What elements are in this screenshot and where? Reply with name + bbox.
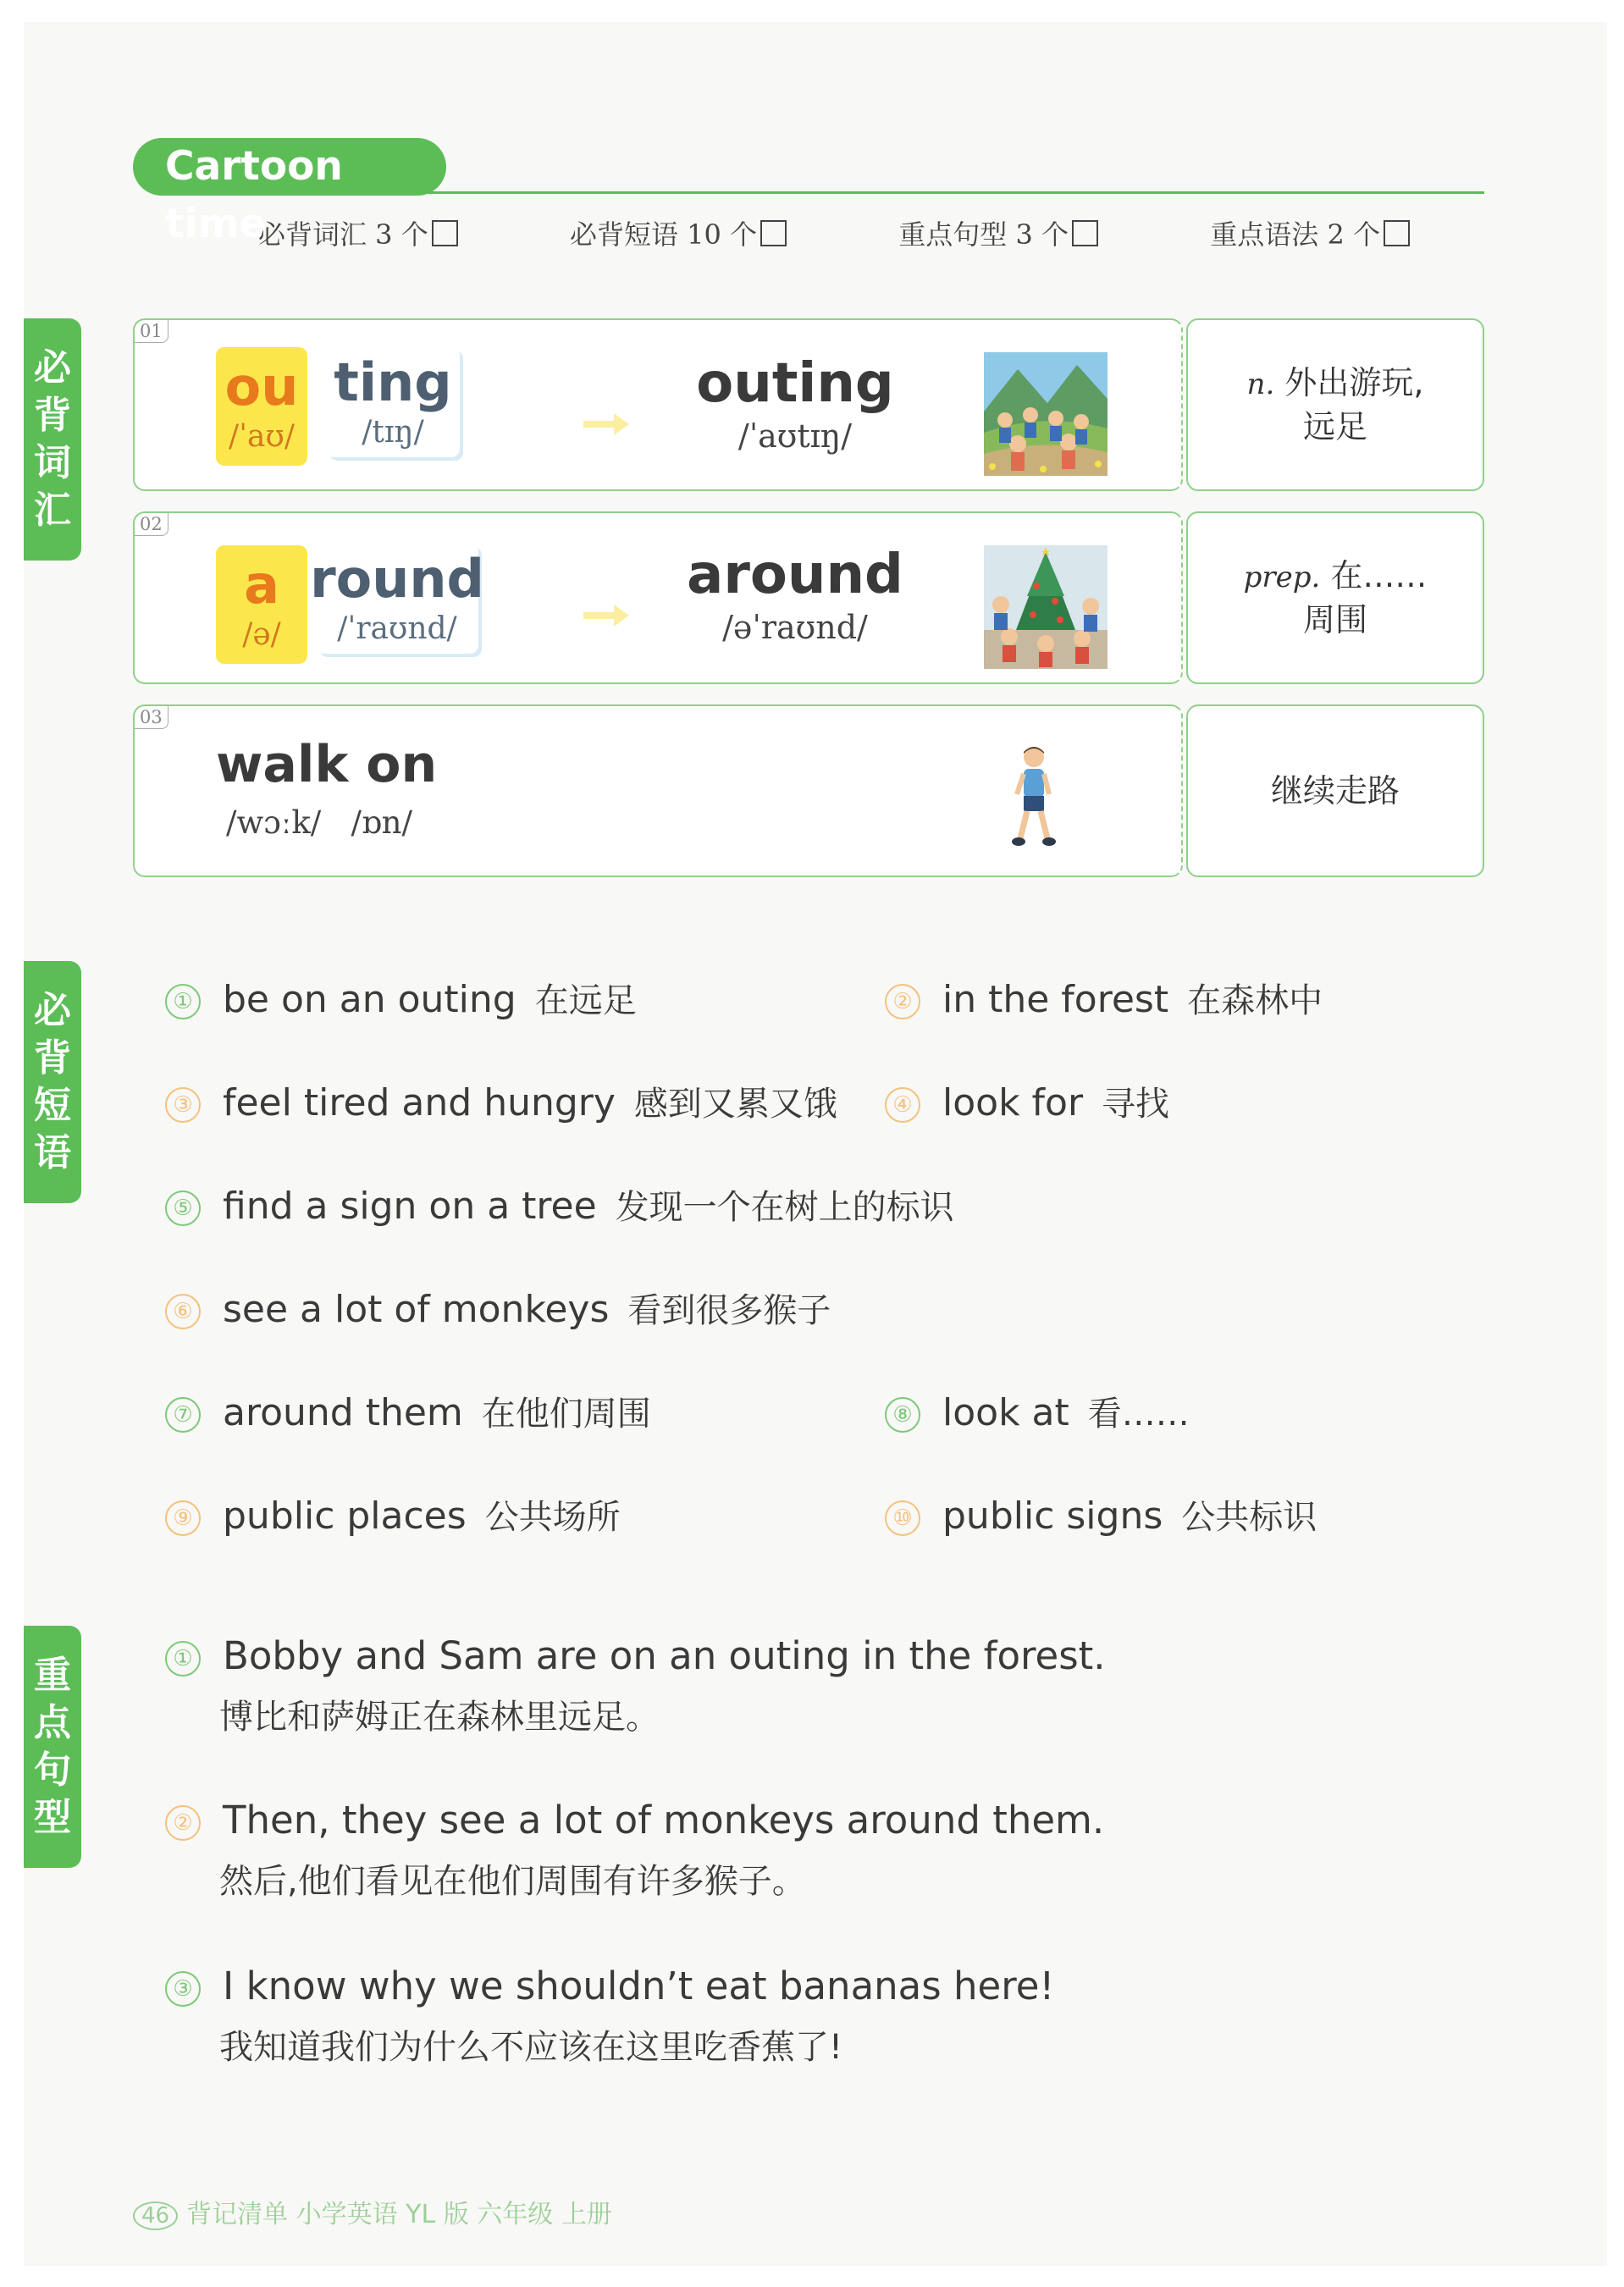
checkbox-icon[interactable]: [1072, 220, 1098, 246]
syllable-phonetic: /ə/: [242, 617, 281, 652]
sentence-cn: 博比和萨姆正在森林里远足。: [219, 1698, 660, 1737]
phrase-en: look for: [942, 1081, 1084, 1124]
checkbox-icon[interactable]: [760, 220, 787, 246]
checkbox-icon[interactable]: [432, 220, 458, 246]
number-badge: ⑥: [165, 1294, 201, 1329]
phrase-cn: 在森林中: [1187, 981, 1323, 1020]
number-badge: ⑦: [165, 1397, 201, 1433]
number-badge: ④: [885, 1087, 920, 1123]
phrase-en: around them: [223, 1391, 463, 1434]
checklist: [258, 213, 1410, 252]
syllable-block: [216, 347, 307, 466]
number-badge: ②: [165, 1805, 201, 1841]
item-number: 03: [135, 706, 168, 729]
phrase-cn: 看……: [1087, 1395, 1190, 1434]
phrase-en: be on an outing: [223, 978, 516, 1021]
syllable-block: [216, 545, 307, 664]
part-of-speech: n.: [1246, 367, 1275, 401]
checkbox-icon[interactable]: [1384, 220, 1410, 246]
number-badge: ⑩: [885, 1500, 920, 1536]
checklist-item: 必背词汇 3 个: [258, 213, 458, 252]
vocab-card-around: [133, 511, 1183, 684]
checklist-item: 必背短语 10 个: [570, 213, 787, 252]
word-phonetic: [226, 804, 412, 841]
sentence-en: Then, they see a lot of monkeys around them.: [223, 1798, 1105, 1842]
part-of-speech: prep.: [1243, 561, 1321, 594]
meaning-text: 继续走路: [1270, 772, 1400, 809]
children-around-tree-picture: [984, 545, 1108, 669]
phrase-cn: 在他们周围: [481, 1395, 651, 1434]
header-rule: [423, 191, 1484, 194]
meaning-text: [1247, 362, 1424, 448]
meaning-card: [1186, 704, 1484, 877]
side-tab-vocabulary: [24, 318, 81, 561]
sentence-en: I know why we shouldn’t eat bananas here!: [223, 1964, 1055, 2008]
phrase-en: see a lot of monkeys: [223, 1288, 610, 1331]
phrase-en: feel tired and hungry: [223, 1081, 616, 1124]
side-tab-label: 必 背 词 汇: [34, 346, 71, 532]
phrase-en: in the forest: [942, 978, 1169, 1021]
sentence-item: [165, 1631, 1106, 1743]
phrase-cn: 感到又累又饿: [633, 1085, 837, 1124]
meaning-line: 外出游玩,: [1284, 364, 1424, 401]
syllable-text: ou: [224, 356, 299, 417]
walking-boy-picture: [1007, 743, 1061, 850]
number-badge: ②: [885, 984, 920, 1019]
syllable-text: a: [244, 554, 279, 616]
phrase-en: find a sign on a tree: [223, 1185, 597, 1228]
vocab-card-outing: [133, 318, 1183, 491]
meaning-card: [1186, 318, 1484, 491]
meaning-text: [1244, 555, 1428, 641]
phonetic-part: /wɔːk/: [226, 804, 322, 841]
checklist-item: 重点语法 2 个: [1210, 213, 1410, 252]
section-title: Cartoon time: [133, 138, 446, 196]
phrase-cn: 看到很多猴子: [627, 1291, 831, 1330]
phrase-en: public places: [223, 1494, 467, 1538]
phrase-cn: 发现一个在树上的标识: [615, 1188, 954, 1227]
phrase-item: [885, 1490, 1317, 1538]
side-tab-phrases: [24, 961, 81, 1203]
word-text: outing: [696, 352, 894, 415]
item-number: 01: [135, 320, 168, 343]
item-number: 02: [135, 513, 168, 536]
phrase-item: [165, 1077, 837, 1125]
phrase-item: [885, 974, 1323, 1022]
word-text: walk on: [216, 735, 438, 794]
number-badge: ③: [165, 1087, 201, 1123]
number-badge: ⑨: [165, 1500, 201, 1536]
number-badge: ①: [165, 1641, 201, 1677]
phrase-item: [885, 1387, 1190, 1435]
sentence-cn: 我知道我们为什么不应该在这里吃香蕉了!: [219, 2028, 843, 2067]
meaning-line: 周围: [1302, 601, 1367, 638]
side-tab-label: 重 点 句 型: [34, 1654, 71, 1839]
syllable-block: [310, 544, 484, 654]
word-phonetic: /ˈaʊtɪŋ/: [737, 417, 853, 455]
target-word: [643, 352, 947, 457]
side-tab-sentences: [24, 1626, 81, 1868]
word-text: around: [687, 544, 903, 606]
phrase-item: [885, 1077, 1169, 1125]
number-badge: ⑧: [885, 1397, 920, 1433]
phrase-item: [165, 1387, 651, 1435]
phrase-item: [165, 974, 637, 1022]
phrase-cn: 寻找: [1102, 1085, 1170, 1124]
sentence-item: [165, 1961, 1054, 2073]
sentence-en: Bobby and Sam are on an outing in the forest.: [223, 1633, 1106, 1678]
target-word: [643, 544, 947, 649]
syllable-phonetic: /ˈaʊ/: [229, 419, 295, 454]
syllable-phonetic: /tɪŋ/: [362, 415, 424, 450]
sentence-item: [165, 1795, 1104, 1907]
syllable-block: [326, 347, 460, 457]
syllable-text: round: [310, 548, 484, 610]
sentence-cn: 然后,他们看见在他们周围有许多猴子。: [219, 1862, 806, 1901]
number-badge: ①: [165, 984, 201, 1019]
arrow-right-icon: [583, 412, 629, 437]
number-badge: ⑤: [165, 1190, 201, 1226]
footer-text: 背记清单 小学英语 YL 版 六年级 上册: [186, 2200, 612, 2229]
page-number: 46: [133, 2201, 178, 2230]
phrase-cn: 公共标识: [1181, 1498, 1317, 1537]
side-tab-label: 必 背 短 语: [34, 989, 71, 1174]
syllable-text: ting: [334, 351, 452, 413]
phrase-cn: 公共场所: [484, 1498, 621, 1537]
arrow-right-icon: [583, 603, 629, 628]
phonetic-part: /ɒn/: [351, 804, 412, 841]
children-hiking-picture: [984, 352, 1108, 476]
meaning-card: [1186, 511, 1484, 684]
word-phonetic: /əˈraʊnd/: [722, 609, 868, 646]
phrase-cn: 在远足: [534, 981, 637, 1020]
syllable-phonetic: /ˈraʊnd/: [337, 611, 457, 646]
vocab-card-walk-on: [133, 704, 1183, 877]
number-badge: ③: [165, 1971, 201, 2007]
phrase-en: public signs: [942, 1494, 1163, 1538]
phrase-item: [165, 1180, 954, 1229]
page-footer: [133, 2193, 612, 2230]
meaning-line: 在……: [1330, 557, 1428, 594]
phrase-item: [165, 1490, 621, 1538]
meaning-line: 远足: [1302, 408, 1367, 445]
checklist-item: 重点句型 3 个: [898, 213, 1098, 252]
phrase-item: [165, 1284, 831, 1332]
phrase-en: look at: [942, 1391, 1069, 1434]
